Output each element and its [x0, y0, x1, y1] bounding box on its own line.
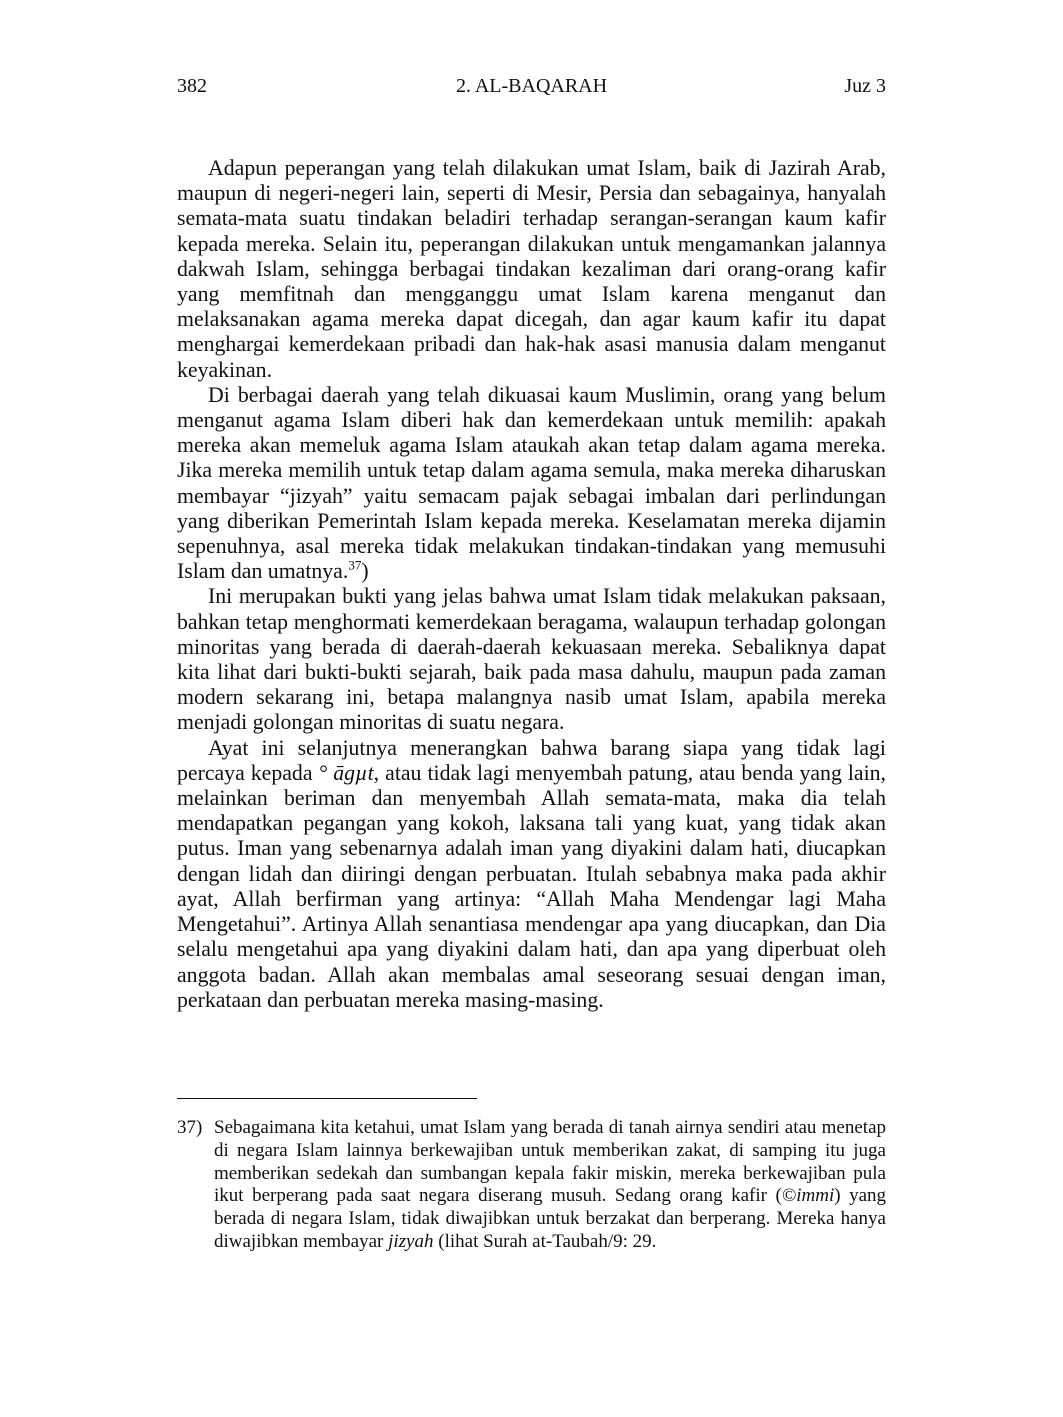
- page-number: 382: [177, 75, 207, 97]
- transliterated-term: ° āgµt: [318, 760, 374, 785]
- page-header: [177, 72, 886, 100]
- footnote: [177, 1117, 886, 1254]
- footnote-term: jizyah: [388, 1230, 434, 1252]
- footnote-reference[interactable]: 37: [348, 557, 362, 573]
- paragraph-text: Ini merupakan bukti yang jelas bahwa umat Islam tidak melakukan paksaan, bahkan tetap menghormati kemerdekaan beragama, walaupun terhadap golongan minoritas yang berada di daerah-daerah kekuasaan mereka. Sebaliknya dapat kita lihat dari bukti-bukti sejarah, baik pada masa dahulu, maupun pada zaman modern sekarang ini, betapa malangnya nasib umat Islam, apabila mereka menjadi golongan minoritas di suatu negara.: [177, 584, 886, 735]
- footnote-number: 37): [177, 1117, 203, 1138]
- footnote-term: ©immi: [781, 1185, 835, 1207]
- main-text: [177, 156, 886, 1013]
- footnote-text: [214, 1117, 886, 1254]
- paragraph: [177, 156, 886, 383]
- footnote-divider: [177, 1098, 477, 1099]
- footnote-text-part: Sebagaimana kita ketahui, umat Islam yang berada di tanah airnya sendiri atau menetap di negara Islam lainnya berkewajiban untuk memberikan zakat, di samping itu juga memberikan sedekah dan sumbangan kepala fakir miskin, mereka berkewajiban pula ikut berperang pada saat negara diserang musuh. Sedang orang kafir (: [214, 1117, 886, 1207]
- chapter-title: 2. AL-BAQARAH: [455, 75, 608, 97]
- paragraph-text: , atau tidak lagi menyembah patung, atau benda yang lain, melainkan beriman dan menyembah Allah semata-mata, maka dia telah mendapatkan pegangan yang kokoh, laksana tali yang kuat, yang tidak akan putus. Iman yang sebenarnya adalah iman yang diyakini dalam hati, diucapkan dengan lidah dan diiringi dengan perbuatan. Itulah sebabnya maka pada akhir ayat, Allah berfirman yang artinya: “Allah Maha Mendengar lagi Maha Mengetahui”. Artinya Allah senantiasa mendengar apa yang diucapkan, dan Dia selalu mengetahui apa yang diyakini dalam hati, dan apa yang diperbuat oleh anggota badan. Allah akan membalas amal seseorang sesuai dengan iman, perkataan dan perbuatan mereka masing-masing.: [177, 760, 887, 1012]
- paragraph-text: Adapun peperangan yang telah dilakukan umat Islam, baik di Jazirah Arab, maupun di negeri-negeri lain, seperti di Mesir, Persia dan sebagainya, hanyalah semata-mata suatu tindakan beladiri terhadap serangan-serangan kaum kafir kepada mereka. Selain itu, peperangan dilakukan untuk mengamankan jalannya dakwah Islam, sehingga berbagai tindakan kezaliman dari orang-orang kafir yang memfitnah dan mengganggu umat Islam karena menganut dan melaksanakan agama mereka dapat dicegah, dan agar kaum kafir itu dapat menghargai kemerdekaan pribadi dan hak-hak asasi manusia dalam menganut keyakinan.: [177, 156, 886, 382]
- paragraph: [177, 584, 886, 735]
- footnote-reference-close: ): [361, 559, 369, 584]
- paragraph: [177, 383, 886, 585]
- paragraph: [177, 736, 886, 1013]
- footnote-text-part: (lihat Surah at-Taubah/9: 29.: [433, 1230, 657, 1252]
- footnote-text-part: ) yang berada di negara Islam, tidak diwajibkan untuk berzakat dan berperang. Mereka hanya diwajibkan membayar: [214, 1185, 887, 1252]
- paragraph-text: Ayat ini selanjutnya menerangkan bahwa barang siapa yang tidak lagi percaya kepada: [177, 735, 886, 785]
- paragraph-text: Di berbagai daerah yang telah dikuasai kaum Muslimin, orang yang belum menganut agama Islam diberi hak dan kemerdekaan untuk memilih: apakah mereka akan memeluk agama Islam ataukah akan tetap dalam agama mereka. Jika mereka memilih untuk tetap dalam agama semula, maka mereka diharuskan membayar “jizyah” yaitu semacam pajak sebagai imbalan dari perlindungan yang diberikan Pemerintah Islam kepada mereka. Keselamatan mereka dijamin sepenuhnya, asal mereka tidak melakukan tindakan-tindakan yang memusuhi Islam dan umatnya.: [177, 382, 886, 584]
- juz-label: Juz 3: [844, 75, 886, 97]
